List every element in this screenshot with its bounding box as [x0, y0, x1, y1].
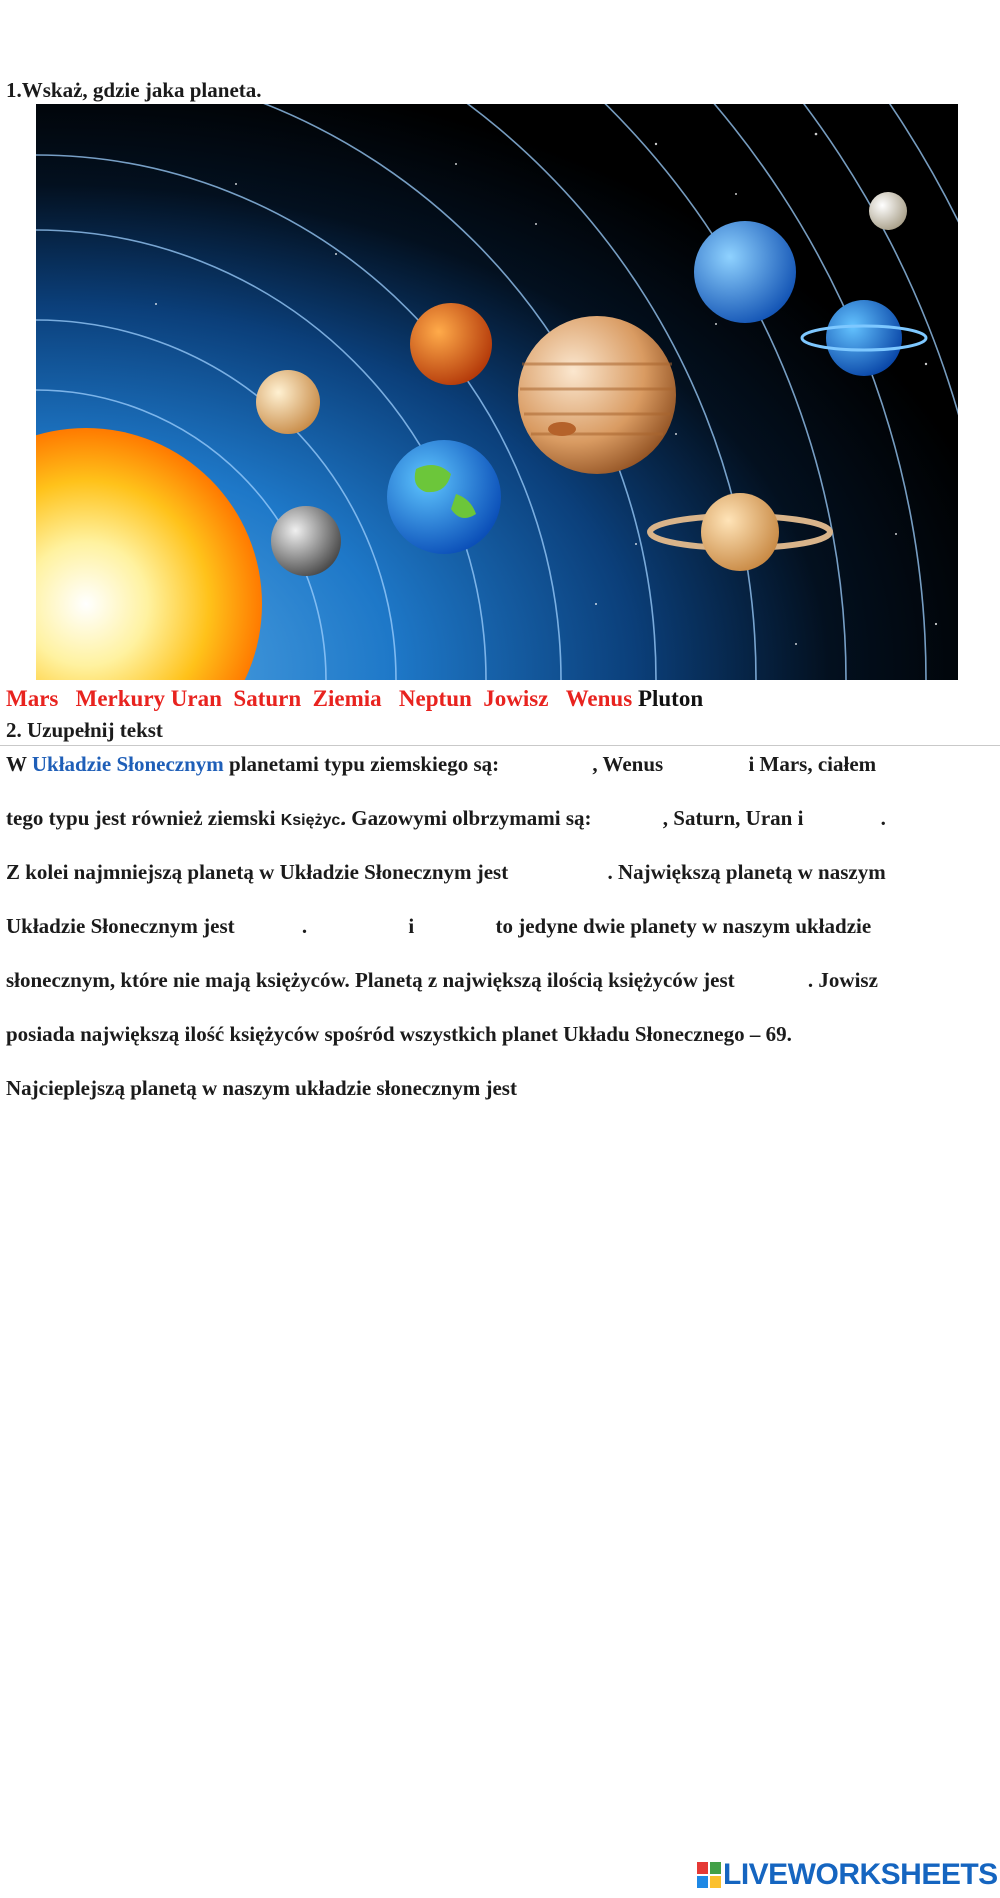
text-fragment: . Jowisz [807, 968, 878, 992]
liveworksheets-logo [697, 1860, 998, 1890]
text-line-3 [6, 860, 886, 885]
text-fragment: Układzie Słonecznym jest [6, 914, 235, 938]
answer-blank-8[interactable] [420, 917, 496, 939]
word-saturn[interactable]: Saturn [233, 686, 302, 711]
text-fragment: planetami typu ziemskiego są: [223, 752, 500, 776]
text-fragment: . [880, 806, 886, 830]
text-line-1 [6, 752, 876, 777]
word-ksiezyc: Księżyc. [280, 812, 345, 829]
logo-text: LIVEWORKSHEETS [723, 1858, 998, 1891]
word-jowisz[interactable]: Jowisz [483, 686, 549, 711]
word-pluton[interactable]: Pluton [637, 686, 704, 711]
text-line-2 [6, 806, 886, 831]
text-line-5 [6, 968, 878, 993]
link-uklad-sloneczny: Układzie Słonecznym [31, 752, 224, 776]
text-fragment: słonecznym, które nie mają księżyców. Planetą z największą ilością księżyców jest [6, 968, 735, 992]
text-line-7 [6, 1076, 632, 1101]
text-fragment: . [301, 914, 308, 938]
answer-blank-4[interactable] [809, 809, 881, 831]
text-fragment: to jedyne dwie planety w naszym układzie [495, 914, 872, 938]
word-merkury[interactable]: Merkury [75, 686, 166, 711]
word-uran[interactable]: Uran [170, 686, 222, 711]
solar-system-picture [36, 104, 958, 680]
word-wenus[interactable]: Wenus [565, 686, 633, 711]
answer-blank-6[interactable] [240, 917, 302, 939]
answer-blank-5[interactable] [513, 863, 607, 885]
text-fragment: Z kolei najmniejszą planetą w Układzie Słonecznym jest [6, 860, 509, 884]
answer-blank-10[interactable] [522, 1079, 632, 1101]
text-fragment: , Wenus [592, 752, 664, 776]
text-line-6 [6, 1022, 792, 1047]
word-ziemia[interactable]: Ziemia [312, 686, 382, 711]
answer-blank-7[interactable] [312, 917, 408, 939]
task2-title: 2. Uzupełnij tekst [6, 718, 163, 742]
task1-title: 1.Wskaż, gdzie jaka planeta. [6, 78, 262, 102]
divider [0, 745, 1000, 746]
word-mars[interactable]: Mars [6, 686, 59, 711]
text-fragment: posiada największą ilość księżyców spośród wszystkich planet Układu Słonecznego – 69. [6, 1022, 792, 1046]
text-fragment: W [6, 752, 32, 776]
word-neptun[interactable]: Neptun [398, 686, 472, 711]
text-fragment: i [408, 914, 415, 938]
answer-blank-9[interactable] [740, 971, 808, 993]
text-fragment: Najcieplejszą planetą w naszym układzie słonecznym jest [6, 1076, 517, 1100]
logo-blocks-icon [697, 1860, 723, 1890]
text-fragment: i Mars, ciałem [748, 752, 877, 776]
answer-blank-1[interactable] [504, 755, 592, 777]
answer-blank-3[interactable] [597, 809, 663, 831]
text-fragment: . Największą planetą w naszym [607, 860, 886, 884]
word-bank [6, 686, 703, 712]
answer-blank-2[interactable] [668, 755, 748, 777]
text-line-4 [6, 914, 871, 939]
text-fragment: tego typu jest również ziemski [6, 806, 281, 830]
text-fragment: . Gazowymi olbrzymami są: [340, 806, 592, 830]
text-fragment: , Saturn, Uran i [662, 806, 804, 830]
